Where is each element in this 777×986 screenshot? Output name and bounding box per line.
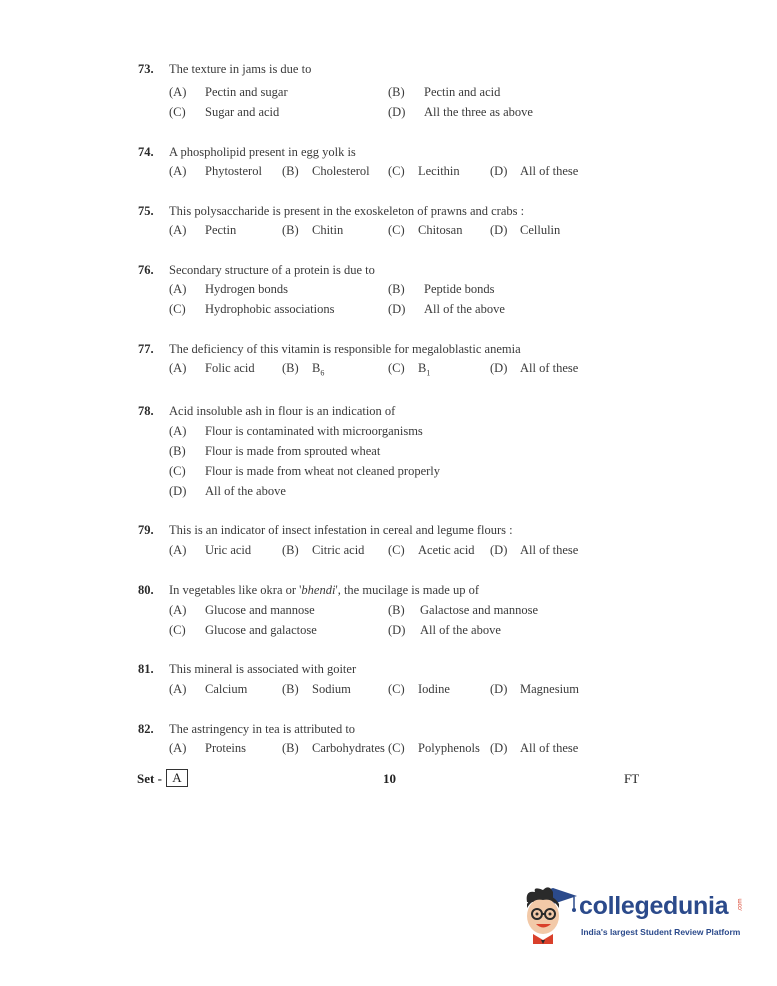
question-text: This is an indicator of insect infestation in cereal and legume flours :: [169, 523, 513, 537]
question-number: 79.: [138, 523, 154, 537]
question-number: 81.: [138, 662, 154, 676]
question-number: 75.: [138, 204, 154, 218]
exam-page: 73. The texture in jams is due to (A) Pectin and sugar (B) Pectin and acid (C) Sugar and acid (D) All the three as above 74. A phospholipid present in egg yolk is (A) Phytosterol (B) Cholesterol (C) Lecithin (D) All of these 75. This polysaccharide is present in the exoskeleton of prawns and crabs : (A) Pectin (B) Chitin (C) Chitosan (D) Cellulin 76. Secondary structure of a protein is due to (A) Hydrogen bonds (B) Peptide bonds (C) Hydrophobic associations (D) All of the above 77. The deficiency of this vitamin is responsible for megaloblastic anemia (A) Folic acid (B) $B_6$ (C) $B_1$ (D) All of these 78. Acid insoluble ash in flour is an indication of (A) Flour is contaminated with microorganisms (B) Flour is made from sprouted wheat (C) Flour is made from wheat not cleaned properly (D) All of the above 79. This is an indicator of insect infestation in cereal and legume flours : (A) Uric acid (B) Citric acid (C) Acetic acid (D) All of these 80. In vegetables like okra or 'bhendi', the mucilage is made up of (A) Glucose and mannose (B) Galactose and mannose (C) Glucose and galactose (D) All of the above 81. This mineral is associated with goiter (A) Calcium (B) Sodium (C) Iodine (D) Magnesium 82. The astringency in tea is attributed to (A) Proteins (B) Carbohydrates (C) Polyphenols (D) All of these Set - A 10 FT collegedunia .com India's largest Student Review Platform: [0, 0, 777, 986]
page-footer: [0, 771, 777, 791]
logo-wordmark: collegedunia: [579, 892, 729, 920]
question-number: 74.: [138, 145, 154, 159]
question-number: 78.: [138, 404, 154, 418]
question-text: In vegetables like okra or 'bhendi', the mucilage is made up of: [169, 583, 479, 597]
question-number: 77.: [138, 342, 154, 356]
set-value-box: A: [166, 769, 188, 787]
question-text: The texture in jams is due to: [169, 62, 312, 76]
question-text: Acid insoluble ash in flour is an indication of: [169, 404, 396, 418]
mascot-icon: [519, 882, 579, 944]
question-text: A phospholipid present in egg yolk is: [169, 145, 356, 159]
question-text: Secondary structure of a protein is due to: [169, 263, 375, 277]
question-text: This polysaccharide is present in the exoskeleton of prawns and crabs :: [169, 204, 525, 218]
logo-tagline: India's largest Student Review Platform: [581, 927, 741, 937]
collegedunia-logo: [519, 882, 749, 942]
question-text: The astringency in tea is attributed to: [169, 722, 356, 736]
set-label: Set -: [137, 771, 162, 786]
question-number: 76.: [138, 263, 154, 277]
logo-suffix: .com: [737, 898, 744, 912]
question-number: 80.: [138, 583, 154, 597]
question-number: 82.: [138, 722, 154, 736]
page-number: 10: [383, 771, 396, 786]
question-number: 73.: [138, 62, 154, 76]
question-text: The deficiency of this vitamin is responsible for megaloblastic anemia: [169, 342, 521, 356]
paper-code: FT: [624, 771, 640, 786]
question-text: This mineral is associated with goiter: [169, 662, 357, 676]
